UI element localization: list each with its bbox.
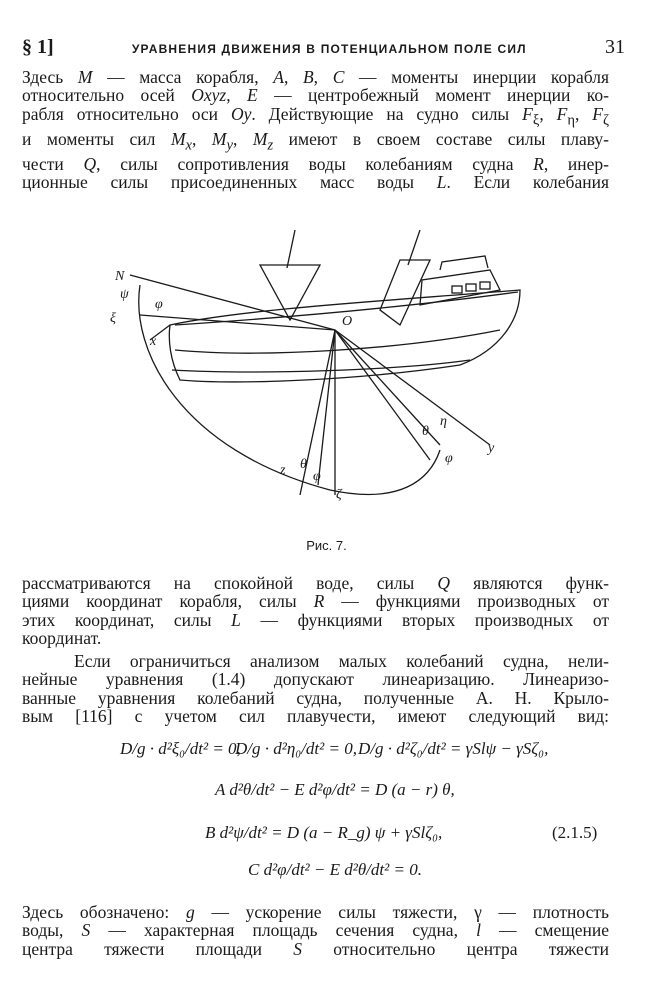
text-line: рассматриваются на спокойной воде, силы Q являются функ- bbox=[22, 573, 610, 593]
label-O: O bbox=[342, 314, 353, 329]
text-line: воды, S — характерная площадь сечения судна, l — смещение bbox=[22, 920, 609, 941]
text-line: относительно осей Oxyz, E — центробежный момент инерции ко- bbox=[22, 85, 610, 106]
text-line: вым [116] с учетом сил плавучести, имеют следующий вид: bbox=[22, 706, 609, 727]
paragraph-4 bbox=[22, 903, 609, 958]
text-line: ционные силы присоединенных масс воды L. Если колебания bbox=[22, 172, 609, 193]
equations-2-1-5 bbox=[100, 735, 620, 885]
section-mark: § 1] bbox=[22, 36, 54, 58]
equation-1: D/g · d²ξ₀/dt² = 0, bbox=[120, 739, 241, 758]
figure-caption: Рис. 7. bbox=[306, 538, 347, 553]
label-phi: φ bbox=[155, 297, 163, 312]
text-line: циями координат корабля, силы R — функциями производных от bbox=[22, 591, 609, 612]
label-x: x bbox=[150, 334, 157, 349]
label-psi: ψ bbox=[120, 287, 129, 302]
text-line: этих координат, силы L — функциями вторых производных от bbox=[22, 609, 610, 630]
ship-diagram bbox=[100, 230, 540, 530]
text-line: рабля относительно оси Oy. Действующие на судно силы $F_\xi$, $F_\eta$, $F_\zeta$ bbox=[22, 103, 610, 129]
label-theta-bottom: θ bbox=[300, 457, 307, 472]
text-line: Здесь M — масса корабля, A, B, C — моменты инерции корабля bbox=[22, 67, 610, 87]
text-line: чести Q, силы сопротивления воды колебаниям судна R, инер- bbox=[22, 153, 609, 174]
label-eta: η bbox=[440, 414, 447, 429]
equation-number: (2.1.5) bbox=[552, 823, 598, 842]
text-line: координат. bbox=[22, 628, 102, 649]
running-title: УРАВНЕНИЯ ДВИЖЕНИЯ В ПОТЕНЦИАЛЬНОМ ПОЛЕ СИЛ bbox=[131, 42, 527, 56]
equation-4: A d²θ/dt² − E d²φ/dt² = D (a − r) θ, bbox=[215, 780, 455, 799]
text-line: Если ограничиться анализом малых колебаний судна, нели- bbox=[74, 651, 609, 671]
paragraph-2 bbox=[22, 574, 609, 648]
text-line: центра тяжести площади S относительно центра тяжести bbox=[22, 938, 610, 959]
label-N: N bbox=[115, 269, 125, 284]
text-line: и моменты сил $M_x$, $M_y$, $M_z$ имеют в своем составе силы плаву- bbox=[22, 128, 610, 154]
paragraph-3 bbox=[22, 652, 609, 726]
page-number: 31 bbox=[604, 36, 625, 58]
running-header bbox=[22, 36, 625, 60]
label-xi: ξ bbox=[110, 311, 116, 326]
label-y: y bbox=[488, 441, 495, 456]
text-line: Здесь обозначено: g — ускорение силы тяжести, γ — плотность bbox=[22, 902, 609, 922]
equation-2: D/g · d²η₀/dt² = 0, bbox=[235, 739, 357, 758]
label-theta-right: θ bbox=[422, 424, 429, 439]
cone-right bbox=[380, 260, 430, 325]
label-phi-right: φ bbox=[445, 451, 453, 466]
label-phi-bottom: φ bbox=[313, 469, 321, 484]
equation-6: C d²φ/dt² − E d²θ/dt² = 0. bbox=[248, 860, 422, 879]
label-z: z bbox=[280, 463, 286, 478]
text-line: ванные уравнения колебаний судна, полученные А. Н. Крыло- bbox=[22, 687, 609, 708]
paragraph-1 bbox=[22, 68, 609, 191]
equation-5: B d²ψ/dt² = D (a − R_g) ψ + γSlζ₀, bbox=[205, 823, 443, 842]
text-line: нейные уравнения (1.4) допускают линеаризацию. Линеаризо- bbox=[22, 669, 609, 690]
equation-3: D/g · d²ζ₀/dt² = γSlψ − γSζ₀, bbox=[358, 739, 549, 758]
label-zeta: ζ bbox=[336, 487, 342, 502]
